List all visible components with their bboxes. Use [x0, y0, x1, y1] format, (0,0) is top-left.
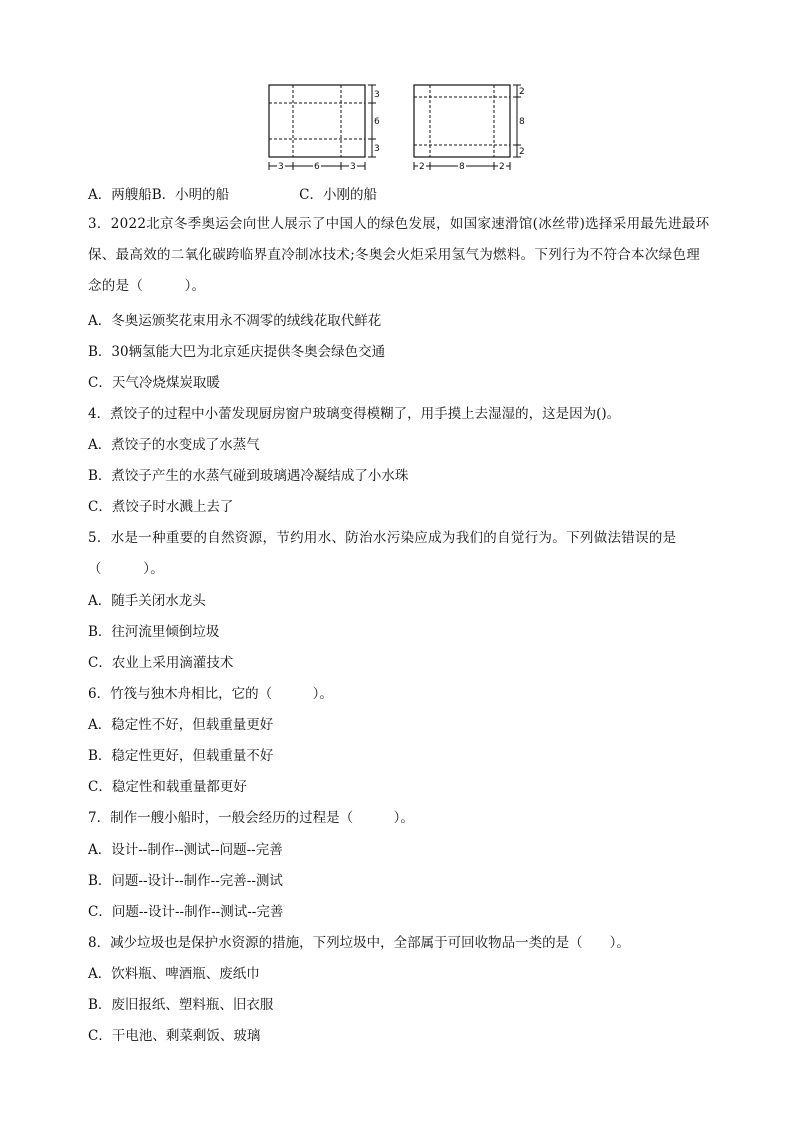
q7-stem: 7．制作一艘小船时，一般会经历的过程是（ ）。: [88, 810, 414, 826]
q8-option-a[interactable]: A．饮料瓶、啤酒瓶、废纸巾: [88, 966, 260, 982]
q4-option-a[interactable]: A．煮饺子的水变成了水蒸气: [88, 437, 260, 453]
left-dim-bottom-3: 3: [350, 162, 356, 172]
right-boat-diagram: [407, 82, 529, 174]
q3-option-b[interactable]: B．30辆氢能大巴为北京延庆提供冬奥会绿色交通: [88, 344, 386, 360]
q4-stem: 4．煮饺子的过程中小蕾发现厨房窗户玻璃变得模糊了，用手摸上去湿湿的，这是因为()。: [88, 406, 621, 422]
q5-option-c[interactable]: C．农业上采用滴灌技术: [88, 655, 234, 671]
left-dim-right-3: 3: [374, 144, 380, 154]
left-dim-bottom-1: 3: [278, 162, 284, 172]
q7-option-a[interactable]: A．设计--制作--测试--问题--完善: [88, 842, 283, 858]
q4-option-b[interactable]: B．煮饺子产生的水蒸气碰到玻璃遇冷凝结成了小水珠: [88, 468, 409, 484]
q3-option-c[interactable]: C．天气冷烧煤炭取暖: [88, 375, 220, 391]
q6-option-a[interactable]: A．稳定性不好，但载重量更好: [88, 717, 274, 733]
left-dim-right-2: 6: [374, 117, 380, 127]
left-boat-diagram: [262, 82, 384, 174]
q6-option-c[interactable]: C．稳定性和载重量都更好: [88, 779, 247, 795]
q3-stem: 3．2022北京冬季奥运会向世人展示了中国人的绿色发展，如国家速滑馆(冰丝带)选择采用最先进最环保、最高效的二氧化碳跨临界直冷制冰技术;冬奥会火炬采用氢气为燃料。下列行为不符合本次绿色理念的是（ ）。: [88, 216, 710, 294]
right-dim-bottom-2: 8: [459, 162, 465, 172]
left-dim-bottom-2: 6: [314, 162, 320, 172]
right-dim-bottom-1: 2: [419, 162, 425, 172]
q7-option-b[interactable]: B．问题--设计--制作--完善--测试: [88, 873, 283, 889]
q2-option-b[interactable]: B．小明的船: [151, 187, 230, 203]
q2-options: [88, 187, 377, 204]
boat-figures: [262, 82, 542, 174]
q5-option-a[interactable]: A．随手关闭水龙头: [88, 593, 206, 609]
q6-option-b[interactable]: B．稳定性更好，但载重量不好: [88, 748, 274, 764]
q5-option-b[interactable]: B．往河流里倾倒垃圾: [88, 624, 220, 640]
right-dim-bottom-3: 2: [499, 162, 505, 172]
q2-option-c[interactable]: C．小刚的船: [299, 187, 378, 203]
left-dim-right-1: 3: [374, 90, 380, 100]
q8-option-c[interactable]: C．干电池、剩菜剩饭、玻璃: [88, 1028, 261, 1044]
q7-option-c[interactable]: C．问题--设计--制作--测试--完善: [88, 904, 284, 920]
right-dim-right-1: 2: [519, 87, 525, 97]
q6-stem: 6．竹筏与独木舟相比，它的（ ）。: [88, 686, 333, 702]
q8-option-b[interactable]: B．废旧报纸、塑料瓶、旧衣服: [88, 997, 274, 1013]
q4-option-c[interactable]: C．煮饺子时水溅上去了: [88, 499, 234, 515]
right-dim-right-2: 8: [519, 117, 525, 127]
right-dim-right-3: 2: [519, 147, 525, 157]
q3-option-a[interactable]: A．冬奥运颁奖花束用永不凋零的绒线花取代鲜花: [88, 313, 382, 329]
q5-stem: 5．水是一种重要的自然资源，节约用水、防治水污染应成为我们的自觉行为。下列做法错误的是（ ）。: [88, 530, 677, 577]
q2-option-a[interactable]: A．两艘船: [88, 187, 152, 203]
q8-stem: 8．减少垃圾也是保护水资源的措施，下列垃圾中，全部属于可回收物品一类的是（ ）。: [88, 935, 630, 951]
